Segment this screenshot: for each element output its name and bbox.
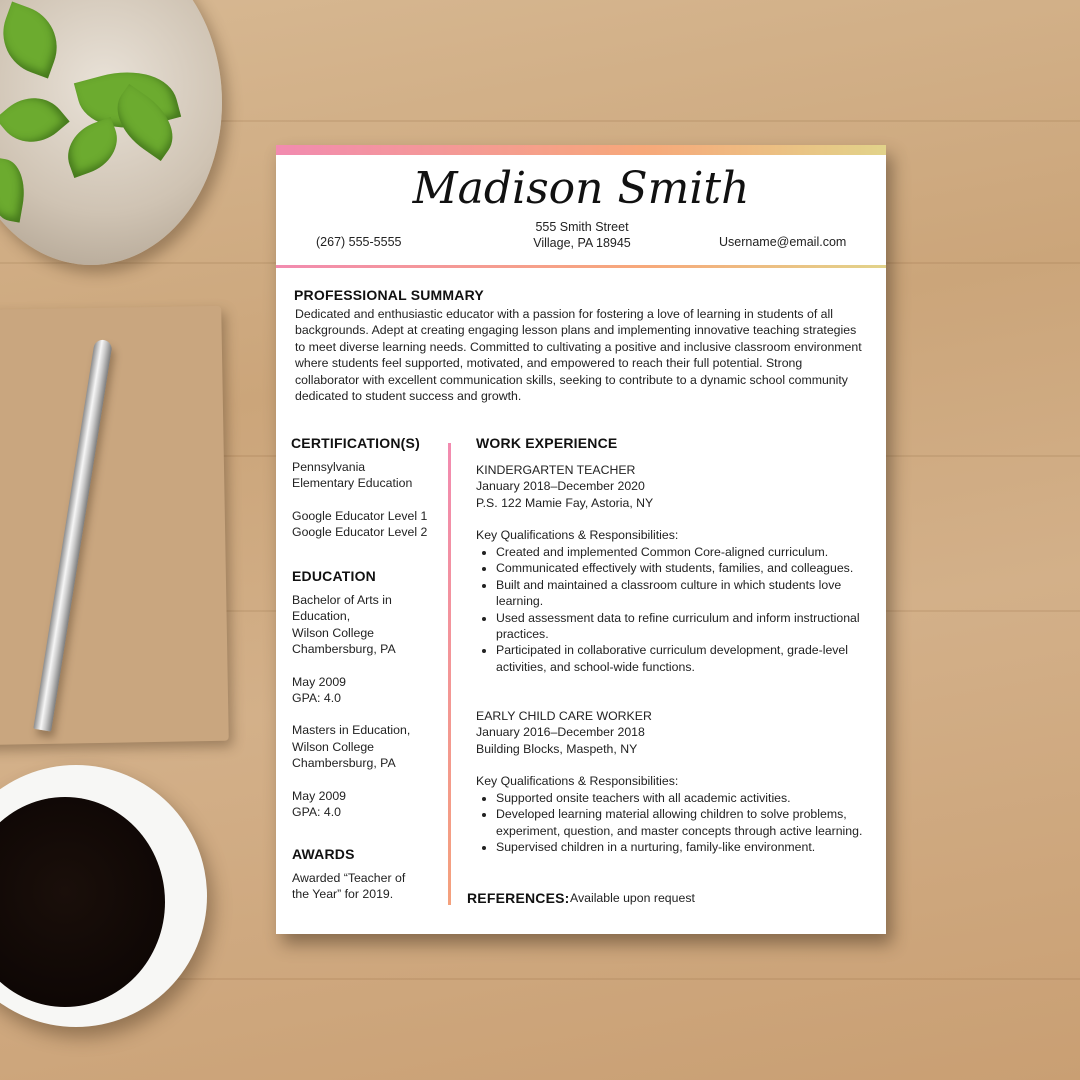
job-bullets xyxy=(476,790,886,856)
key-qualifications-label: Key Qualifications & Responsibilities: xyxy=(476,528,679,543)
job-place: P.S. 122 Mamie Fay, Astoria, NY xyxy=(476,495,654,510)
education-line: May 2009 xyxy=(292,674,347,689)
summary-text: Dedicated and enthusiastic educator with a passion for fostering a love of learning in students of all backgrounds. Adept at creating engaging lesson plans and implementing innovative teaching strategies to meet diverse learning needs. Committed to cultivating a positive and inclusive classroom environment where students feel supported, motivated, and empowered to reach their full potential. Strong collaborator with excellent communication skills, seeking to contribute to a dynamic school community dedicated to student success and growth. xyxy=(295,307,862,404)
job-bullets xyxy=(476,544,876,675)
bullet-item: • Developed learning material allowing children to solve problems, experiment, question, and master concepts through active learning. xyxy=(496,806,886,839)
spacer xyxy=(292,658,442,674)
bullet-item: • Created and implemented Common Core-aligned curriculum. xyxy=(496,544,876,560)
education-line: Chambersburg, PA xyxy=(292,756,396,771)
job-place: Building Blocks, Maspeth, NY xyxy=(476,741,638,756)
education-line: May 2009 xyxy=(292,788,347,803)
certification-item: Google Educator Level 2 xyxy=(292,525,428,540)
education-line: Education, xyxy=(292,609,351,624)
education-heading: EDUCATION xyxy=(292,568,376,584)
spacer xyxy=(292,706,442,722)
work-experience-heading: WORK EXPERIENCE xyxy=(476,435,618,451)
bullet-item: • Used assessment data to refine curriculum and inform instructional practices. xyxy=(496,610,876,643)
certifications-list xyxy=(292,459,442,541)
spacer xyxy=(476,511,866,527)
education-list xyxy=(292,592,442,820)
job-header xyxy=(476,462,866,544)
bullet-item: • Participated in collaborative curriculum development, grade-level activities, and school-wide functions. xyxy=(496,642,876,675)
job-header xyxy=(476,708,866,790)
header-accent-bar xyxy=(276,145,886,155)
resume-name: Madison Smith xyxy=(412,163,750,214)
job-title: EARLY CHILD CARE WORKER xyxy=(476,709,652,723)
bullet-item: • Built and maintained a classroom culture in which students love learning. xyxy=(496,577,876,610)
job-title: KINDERGARTEN TEACHER xyxy=(476,463,636,477)
header-divider xyxy=(276,265,886,268)
address-line-2: Village, PA 18945 xyxy=(533,236,631,250)
education-line: Wilson College xyxy=(292,739,375,754)
education-line: GPA: 4.0 xyxy=(292,805,341,820)
email-address: Username@email.com xyxy=(719,235,847,249)
resume-page xyxy=(276,145,886,934)
awards-list xyxy=(292,870,442,903)
key-qualifications-label: Key Qualifications & Responsibilities: xyxy=(476,774,679,789)
column-divider xyxy=(448,443,451,905)
education-line: Masters in Education, xyxy=(292,723,411,738)
spacer xyxy=(292,492,442,508)
certification-item: Elementary Education xyxy=(292,476,413,491)
notebook-image xyxy=(0,306,229,745)
award-line: the Year” for 2019. xyxy=(292,887,394,902)
award-line: Awarded “Teacher of xyxy=(292,871,406,885)
phone-number: (267) 555-5555 xyxy=(316,235,402,249)
education-line: GPA: 4.0 xyxy=(292,691,341,706)
certifications-heading: CERTIFICATION(S) xyxy=(291,435,420,451)
references-heading: REFERENCES: xyxy=(467,890,570,906)
certification-item: Google Educator Level 1 xyxy=(292,508,428,523)
bullet-item: • Supported onsite teachers with all academic activities. xyxy=(496,790,886,806)
education-line: Bachelor of Arts in xyxy=(292,593,392,607)
awards-heading: AWARDS xyxy=(292,846,355,862)
summary-heading: PROFESSIONAL SUMMARY xyxy=(294,287,484,303)
references-value: Available upon request xyxy=(570,891,695,905)
spacer xyxy=(292,772,442,788)
address xyxy=(512,219,652,251)
bullet-item: • Communicated effectively with students, families, and colleagues. xyxy=(496,560,876,576)
job-dates: January 2018–December 2020 xyxy=(476,479,645,494)
address-line-1: 555 Smith Street xyxy=(535,220,629,234)
job-dates: January 2016–December 2018 xyxy=(476,725,645,740)
certification-item: Pennsylvania xyxy=(292,460,366,474)
education-line: Wilson College xyxy=(292,625,375,640)
bullet-item: • Supervised children in a nurturing, family-like environment. xyxy=(496,839,886,855)
education-line: Chambersburg, PA xyxy=(292,642,396,657)
spacer xyxy=(476,757,866,773)
